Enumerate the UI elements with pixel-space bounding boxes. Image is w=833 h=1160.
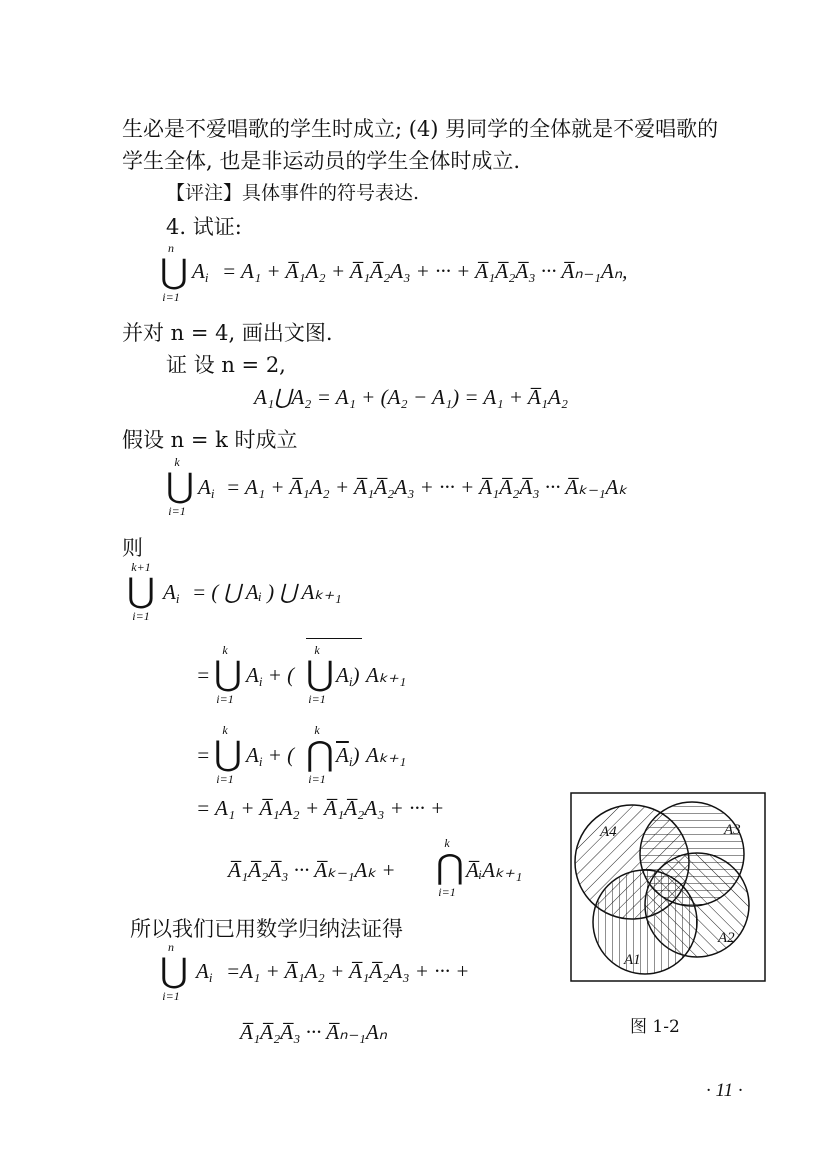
step3-term: $A_i$ + (: [246, 743, 295, 769]
step3-tail: Aₖ₊₁: [366, 743, 407, 767]
step2-term: $A_i$): [336, 663, 360, 689]
text-line-2: 学生全体, 也是非运动员的学生全体时成立.: [122, 149, 521, 173]
main-equation-rhs: = A₁ + A̅₁A₂ + A̅₁A̅₂A₃ + ··· + A̅₁A̅₂A̅₃ ··· A̅ₙ₋₁Aₙ,: [222, 259, 628, 283]
k-equation-lhs: $A_i$: [198, 475, 215, 501]
proof-start: 证 设 n = 2,: [166, 353, 286, 377]
venn-label-a3: A3: [724, 822, 741, 838]
union-operator: n ⋃ i=1: [160, 940, 188, 1003]
final-rhs: =A₁ + A̅₁A₂ + A̅₁A̅₂A₃ + ··· +: [226, 959, 470, 983]
step1-rhs: = ( ⋃ Aᵢ ) ⋃ Aₖ₊₁: [192, 580, 342, 604]
union-operator: n ⋃ i=1: [160, 241, 188, 304]
intersection-operator: k ⋂ i=1: [306, 723, 334, 786]
union-operator: k+1 ⋃ i=1: [127, 560, 155, 623]
venn-label-a4: A4: [600, 824, 617, 840]
draw-venn-line: 并对 n = 4, 画出文图.: [122, 321, 333, 345]
step1-lhs: $A_i$: [163, 580, 180, 606]
union-operator: k ⋃ i=1: [214, 643, 242, 706]
assume-line: 假设 n = k 时成立: [122, 428, 298, 452]
venn-circle-a1: [593, 870, 697, 974]
venn-label-a2: A2: [718, 930, 735, 946]
intersection-operator: k ⋂ i=1: [436, 836, 464, 899]
venn-diagram: [570, 792, 766, 982]
final-lhs: $A_i$: [196, 959, 213, 985]
question-4-heading: 4. 试证:: [166, 215, 242, 239]
k-equation-rhs: = A₁ + A̅₁A₂ + A̅₁A̅₂A₃ + ··· + A̅₁A̅₂A̅₃ ··· A̅ₖ₋₁Aₖ: [226, 475, 628, 499]
step4: = A₁ + A̅₁A₂ + A̅₁A̅₂A₃ + ··· +: [196, 796, 445, 820]
step3-term: $\overline{A}_i$): [336, 743, 360, 769]
venn-label-a1: A1: [624, 952, 641, 968]
page-number: · 11 ·: [706, 1080, 743, 1101]
union-operator: k ⋃ i=1: [214, 723, 242, 786]
remark-line: 【评注】具体事件的符号表达.: [166, 182, 420, 204]
text-line-1: 生必是不爱唱歌的学生时成立; (4) 男同学的全体就是不爱唱歌的: [122, 117, 719, 141]
step5-right: A̅ᵢAₖ₊₁: [466, 858, 523, 882]
complement-bar: [306, 638, 362, 639]
main-equation-lhs: $A_i$: [192, 259, 209, 285]
final-tail: A̅₁A̅₂A̅₃ ··· A̅ₙ₋₁Aₙ: [240, 1020, 388, 1044]
step2-equals: =: [196, 663, 211, 687]
union-operator: k ⋃ i=1: [306, 643, 334, 706]
then-label: 则: [122, 536, 143, 560]
figure-caption: 图 1-2: [630, 1017, 680, 1037]
step5-left: A̅₁A̅₂A̅₃ ··· A̅ₖ₋₁Aₖ +: [228, 858, 396, 882]
union-operator: k ⋃ i=1: [166, 455, 194, 518]
step3-equals: =: [196, 743, 211, 767]
step2-tail: Aₖ₊₁: [366, 663, 407, 687]
step2-term: $A_i$ + (: [246, 663, 295, 689]
equation-n2: A₁⋃A₂ = A₁ + (A₂ − A₁) = A₁ + A̅₁A₂: [254, 385, 569, 409]
conclusion-line: 所以我们已用数学归纳法证得: [130, 917, 403, 941]
